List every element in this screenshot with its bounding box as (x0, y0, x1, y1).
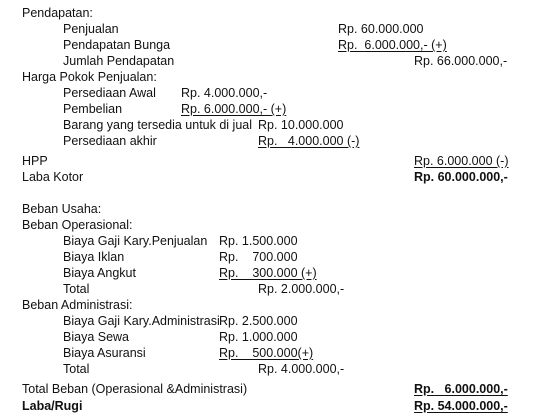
biaya-sewa-amount: Rp. 1.000.000 (219, 330, 298, 344)
hpp-heading: Harga Pokok Penjualan: (22, 70, 157, 84)
penjualan-label: Penjualan (63, 22, 119, 36)
pendapatan-heading: Pendapatan: (22, 6, 93, 20)
gaji-administrasi-amount: Rp. 2.500.000 (219, 314, 298, 328)
persediaan-akhir-amount: Rp. 4.000.000 (-) (258, 134, 360, 148)
barang-tersedia-label: Barang yang tersedia untuk di jual (63, 118, 253, 132)
jumlah-pendapatan-amount: Rp. 66.000.000,- (414, 54, 508, 68)
pembelian-amount: Rp. 6.000.000,- (+) (181, 102, 287, 116)
total-administrasi-label: Total (63, 362, 90, 376)
biaya-asuransi-amount: Rp. 500.000(+) (219, 346, 314, 360)
beban-operasional-heading: Beban Operasional: (22, 218, 133, 232)
persediaan-akhir-label: Persediaan akhir (63, 134, 157, 148)
hpp-amount: Rp. 6.000.000 (-) (414, 154, 509, 168)
pendapatan-bunga-label: Pendapatan Bunga (63, 38, 171, 52)
penjualan-amount: Rp. 60.000.000 (338, 22, 424, 36)
pembelian-label: Pembelian (63, 102, 123, 116)
total-administrasi-amount: Rp. 4.000.000,- (258, 362, 345, 376)
barang-tersedia-amount: Rp. 10.000.000 (258, 118, 344, 132)
persediaan-awal-amount: Rp. 4.000.000,- (181, 86, 268, 100)
laba-kotor-label: Laba Kotor (22, 170, 84, 184)
laba-rugi-label: Laba/Rugi (22, 399, 83, 413)
beban-administrasi-heading: Beban Administrasi: (22, 298, 133, 312)
biaya-iklan-label: Biaya Iklan (63, 250, 125, 264)
hpp-label: HPP (22, 154, 48, 168)
total-beban-label: Total Beban (Operasional &Administrasi) (22, 382, 248, 396)
laba-rugi-amount: Rp. 54.000.000,- (414, 399, 508, 413)
biaya-angkut-amount: Rp. 300.000 (+) (219, 266, 317, 280)
gaji-penjualan-amount: Rp. 1.500.000 (219, 234, 298, 248)
beban-usaha-heading: Beban Usaha: (22, 202, 102, 216)
total-operasional-label: Total (63, 282, 90, 296)
biaya-angkut-label: Biaya Angkut (63, 266, 136, 280)
biaya-asuransi-label: Biaya Asuransi (63, 346, 146, 360)
jumlah-pendapatan-label: Jumlah Pendapatan (63, 54, 175, 68)
total-beban-amount: Rp. 6.000.000,- (414, 382, 508, 396)
laba-kotor-amount: Rp. 60.000.000,- (414, 170, 508, 184)
gaji-administrasi-label: Biaya Gaji Kary.Administrasi (63, 314, 220, 328)
biaya-sewa-label: Biaya Sewa (63, 330, 130, 344)
total-operasional-amount: Rp. 2.000.000,- (258, 282, 345, 296)
persediaan-awal-label: Persediaan Awal (63, 86, 156, 100)
biaya-iklan-amount: Rp. 700.000 (219, 250, 298, 264)
gaji-penjualan-label: Biaya Gaji Kary.Penjualan (63, 234, 208, 248)
pendapatan-bunga-amount: Rp. 6.000.000,- (+) (338, 38, 447, 52)
